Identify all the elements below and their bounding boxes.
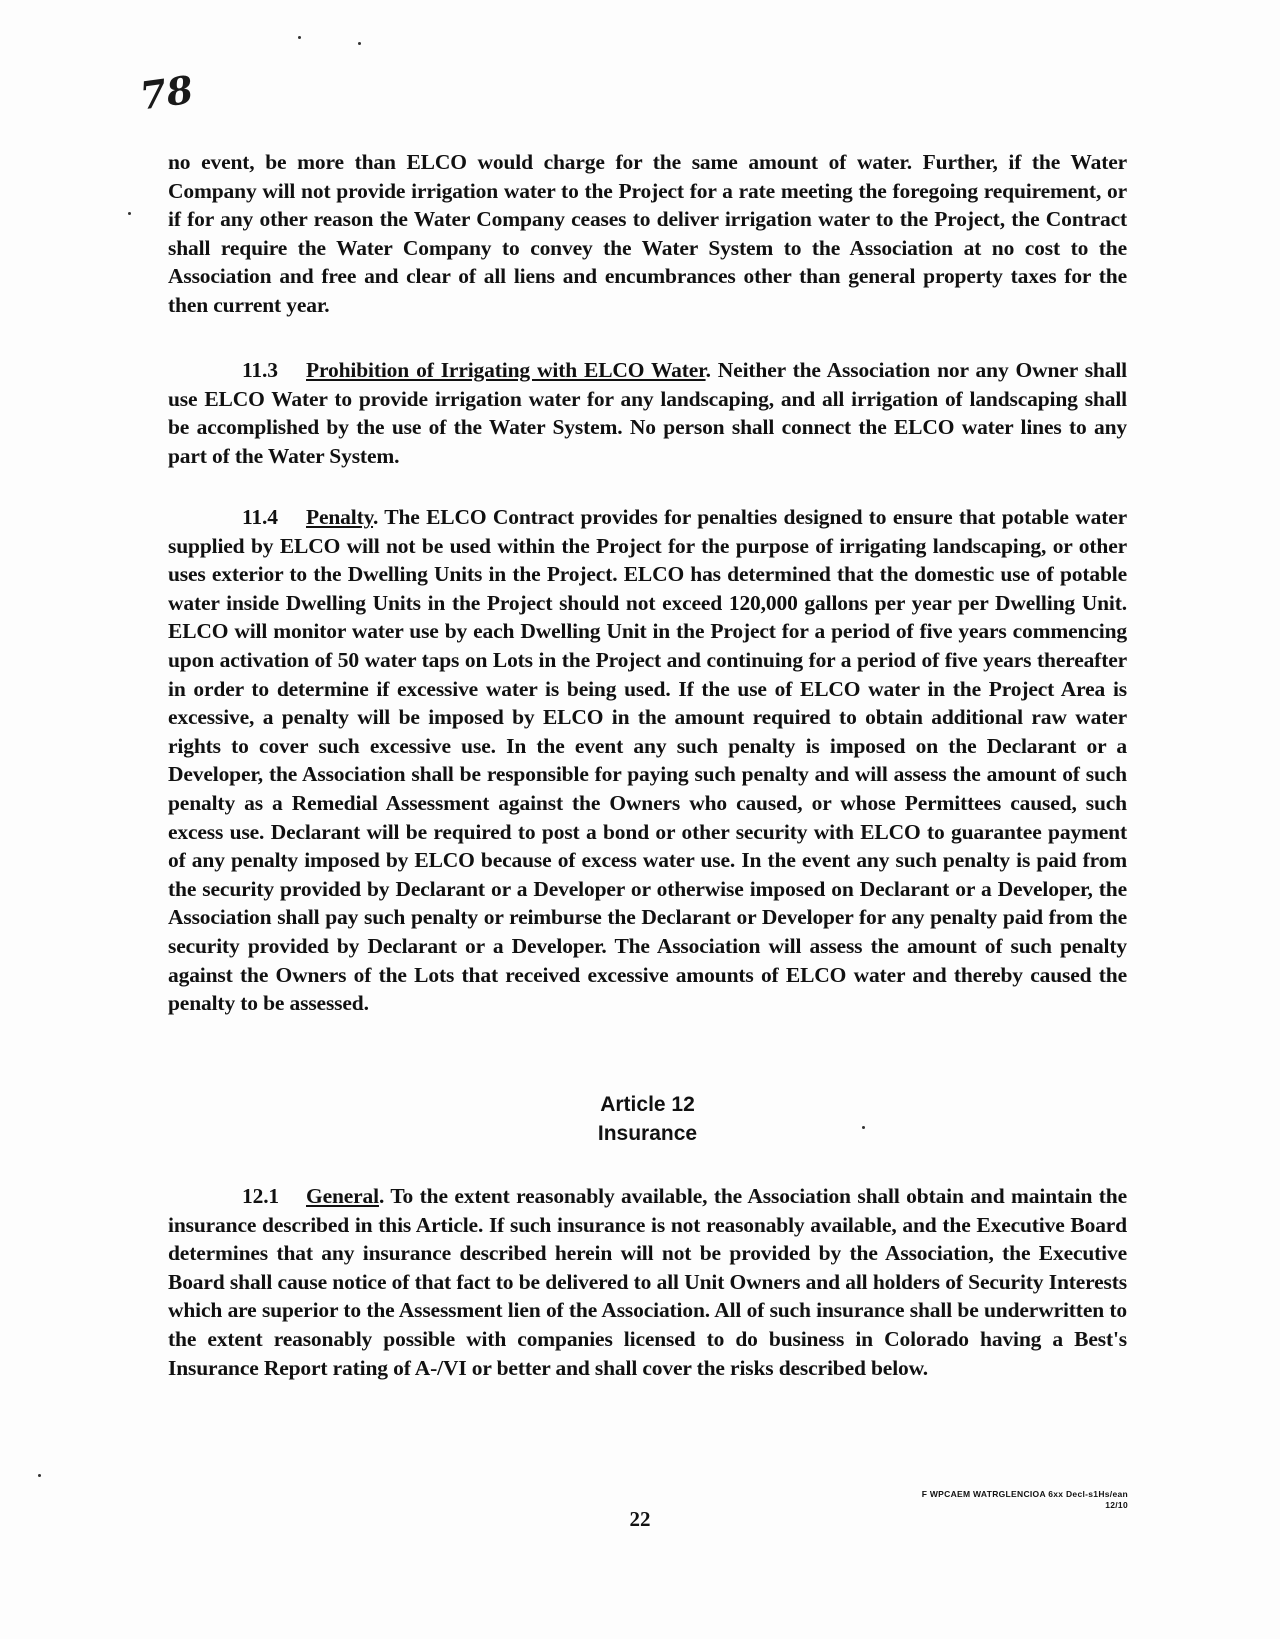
article-heading (168, 1090, 1127, 1148)
scan-speck (298, 36, 301, 39)
scan-speck (128, 212, 131, 215)
footer-code-line: 12/10 (1105, 1500, 1128, 1510)
footer-file-path (800, 1489, 1128, 1511)
section-11-3 (168, 356, 1127, 470)
scan-speck (38, 1474, 41, 1477)
paragraph-text: no event, be more than ELCO would charge for the same amount of water. Further, if the Water Company will not provide irrigation water to the Project for a rate meeting the foregoing requirement, or if for any other reason the Water Company ceases to deliver irrigation water to the Project, the Contract shall require the Water Company to convey the Water System to the Association at no cost to the Association and free and clear of all liens and encumbrances other than general property taxes for the then current year. (168, 150, 1127, 317)
handwritten-page-mark: 78 (137, 66, 196, 119)
scan-speck (358, 42, 361, 45)
section-heading: General (306, 1184, 379, 1208)
section-text: . Neither the Association nor any Owner shall use ELCO Water to provide irrigation water for any landscaping, and all irrigation of landscaping shall be accomplished by the use of the Water System. No person shall connect the ELCO water lines to any part of the Water System. (168, 358, 1127, 468)
section-12-1 (168, 1182, 1127, 1382)
section-number: 12.1 (242, 1184, 280, 1208)
article-title: Insurance (597, 1122, 698, 1145)
article-number: Article 12 (600, 1093, 695, 1116)
section-number: 11.4 (242, 505, 278, 529)
section-text: . The ELCO Contract provides for penalties designed to ensure that potable water supplied by ELCO will not be used within the Project for the purpose of irrigating landscaping, or other uses exterior to the Dwelling Units in the Project. ELCO has determined that the domestic use of potable water inside Dwelling Units in the Project should not exceed 120,000 gallons per year per Dwelling Unit. ELCO will monitor water use by each Dwelling Unit in the Project for a period of five years commencing upon activation of 50 water taps on Lots in the Project and continuing for a period of five years thereafter in order to determine if excessive water is being used. If the use of ELCO water in the Project Area is excessive, a penalty will be imposed by ELCO in the amount required to obtain additional raw water rights to cover such excessive use. In the event any such penalty is imposed on the Declarant or a Developer, the Association shall be responsible for paying such penalty and will assess the amount of such penalty as a Remedial Assessment against the Owners who caused, or whose Permittees caused, such excess use. Declarant will be required to post a bond or other security with ELCO to guarantee payment of any penalty imposed by ELCO because of excess water use. In the event any such penalty is paid from the security provided by Declarant or a Developer or otherwise imposed on Declarant or a Developer, the Association shall pay such penalty or reimburse the Declarant or Developer for any penalty paid from the security provided by Declarant or a Developer. The Association will assess the amount of such penalty against the Owners of the Lots that received excessive amounts of ELCO water and thereby caused the penalty to be assessed. (168, 505, 1127, 1016)
section-number: 11.3 (242, 358, 278, 382)
section-11-4 (168, 503, 1127, 1018)
section-heading: Prohibition of Irrigating with ELCO Water (306, 358, 706, 382)
footer-path-line: F WPCAEM WATRGLENCIOA 6xx Decl-s1Hs/ean (921, 1489, 1128, 1499)
page-number: 22 (629, 1507, 651, 1531)
paragraph-continuation (168, 148, 1127, 320)
section-text: . To the extent reasonably available, the Association shall obtain and maintain the insurance described in this Article. If such insurance is not reasonably available, and the Executive Board determines that any insurance described herein will not be provided by the Association, the Executive Board shall cause notice of that fact to be delivered to all Unit Owners and all holders of Security Interests which are superior to the Assessment lien of the Association. All of such insurance shall be underwritten to the extent reasonably possible with companies licensed to do business in Colorado having a Best's Insurance Report rating of A-/VI or better and shall cover the risks described below. (168, 1184, 1127, 1380)
section-heading: Penalty (306, 505, 374, 529)
